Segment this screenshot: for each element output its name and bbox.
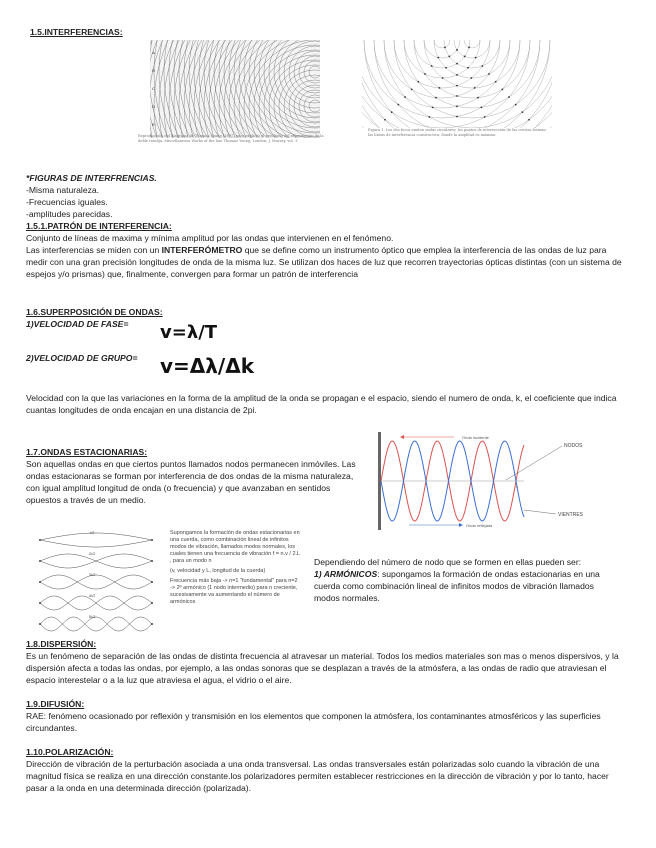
wall-bar bbox=[378, 432, 381, 530]
nodos-pointer bbox=[506, 446, 562, 480]
armonicos-paragraph: 1) ARMÓNICOS: supongamos la formación de ondas estacionarias en una cuerda como combinación lineal de infinitos modos de vibración llamados modos normales. bbox=[314, 569, 600, 603]
harmonic-label: 4λ/2 bbox=[88, 594, 96, 598]
standing-wave-figure bbox=[374, 430, 614, 532]
velocidad-grupo-formula: v=Δλ/Δk bbox=[160, 354, 255, 378]
harmonic-mode-4 bbox=[40, 596, 152, 610]
figuras-item: -Frecuencias iguales. bbox=[26, 197, 108, 207]
circle-interference-figure bbox=[362, 40, 552, 128]
svg-text:B: B bbox=[152, 68, 155, 73]
patron-definition: Conjunto de líneas de maxima y mínima amplitud por las ondas que intervienen en el fenómeno. bbox=[26, 233, 394, 243]
section-title-superposicion: 1.6.SUPERPOSICIÓN DE ONDAS: bbox=[26, 307, 163, 317]
harmonic-mode-5 bbox=[40, 617, 152, 631]
nodos-label: NODOS bbox=[564, 443, 583, 449]
section-title-dispersion: 1.8.DISPERSIÓN: bbox=[26, 639, 97, 649]
harmonics-notes bbox=[170, 530, 300, 606]
section-patron bbox=[26, 220, 628, 280]
velocidad-fase-label: 1)VELOCIDAD DE FASE= bbox=[26, 319, 129, 329]
vientres-label: VIENTRES bbox=[558, 512, 584, 518]
svg-text:E: E bbox=[152, 122, 155, 127]
harmonic-mode-1 bbox=[40, 533, 152, 547]
velocidad-grupo-label: 2)VELOCIDAD DE GRUPO= bbox=[26, 353, 138, 363]
section-estacionarias bbox=[26, 446, 362, 506]
reflected-wave-label: Onda reflejada bbox=[466, 523, 493, 528]
section-title-estacionarias: 1.7.ONDAS ESTACIONARIAS: bbox=[26, 447, 148, 457]
polarizacion-paragraph: Dirección de vibración de la perturbación asociada a una onda transversal. Las ondas transversales están polarizadas solo cuando la vibración de una magnitud física se realiza en una dirección constante.los polarizadores permiten establecer restricciones en la dirección de vibración y por lo tanto, hacer pasar a la onda en una determinada dirección (polarizada). bbox=[26, 759, 609, 793]
harmonic-mode-3 bbox=[40, 575, 152, 589]
svg-text:C: C bbox=[152, 86, 156, 91]
section-difusion bbox=[26, 698, 632, 734]
harmonics-figure bbox=[30, 530, 158, 640]
vientres-pointer bbox=[524, 510, 556, 514]
figuras-title: *FIGURAS DE INTERFRENCIAS. bbox=[26, 173, 157, 183]
svg-text:A: A bbox=[152, 50, 155, 55]
section-title-interferencias: 1.5.INTERFERENCIAS: bbox=[30, 27, 123, 37]
section-title-difusion: 1.9.DIFUSIÓN: bbox=[26, 699, 85, 709]
harmonics-note-1: Supongamos la formación de ondas estacionarias en una cuerda, como combinación lineal de infinitos modos de vibración, llamados modos normales, los cuales tienen una frecuencia de vibración f = n.v / 2.L , para un modo n bbox=[170, 530, 300, 564]
dependiendo-paragraph: Dependiendo del número de nodo que se formen en ellas pueden ser: bbox=[314, 557, 582, 567]
incident-wave-label: Onda incidente bbox=[462, 435, 489, 440]
young-figure-caption: Reproducción del diagrama de Thomas Young (1807) para explicar el resultado del experimento de la doble rendija. Miscellaneous Works of the late Thomas Young, London: J. Murray, vol. 1. bbox=[138, 134, 324, 143]
dispersion-paragraph: Es un fenómeno de separación de las ondas de distinta frecuencia al atravesar un material. Todos los medios materiales son mas o menos dispersivos, y la dispersión afecta a todas las ondas, por ejemplo, a las ondas sonoras que se desplazan a través de la atmósfera, a las ondas de radio que atraviesan el espacio interestelar o a la luz que atraviesa el agua, el vidrio o el aire. bbox=[26, 651, 619, 685]
harmonics-note-3: Frecuencia más baja -> n=1 "fundamental" para n=2 -> 2º armónico (1 nodo intermedio) para n creciente, sucesivamente va aumentando el número de armónicos bbox=[170, 578, 298, 605]
harmonic-label: 2λ/2 bbox=[88, 552, 96, 556]
figuras-item: -Misma naturaleza. bbox=[26, 185, 100, 195]
harmonic-mode-2 bbox=[40, 554, 152, 568]
section-title-polarizacion: 1.10.POLARIZACIÓN: bbox=[26, 747, 114, 757]
section-polarizacion bbox=[26, 746, 632, 794]
section-title-patron: 1.5.1.PATRÓN DE INTERFERENCIA: bbox=[26, 221, 172, 231]
difusion-paragraph: RAE: fenómeno ocasionado por reflexión y transmisión en los elementos que componen la atmósfera, los contaminantes atmosféricos y las superficies circundantes. bbox=[26, 711, 601, 733]
velocidad-grupo-paragraph: Velocidad con la que las variaciones en la forma de la amplitud de la onda se propagan e el espacio, siendo el numero de onda, k, el coeficiente que indica cuantas longitudes de onda encajan en una distancia de 2pi. bbox=[26, 393, 617, 415]
estacionarias-paragraph: Son aquellas ondas en que ciertos puntos llamados nodos permanecen inmóviles. Las ondas estacionaras se forman por interferencia de dos ondas de la misma naturaleza, con igual amplitud longitud de onda (o frecuencia) y que avanzaban en sentidos opuestos a través de un medio. bbox=[26, 459, 356, 505]
harmonic-label: 3λ/2 bbox=[88, 573, 96, 577]
interferometro-paragraph: Las interferencias se miden con un INTERFERÓMETRO que se define como un instrumento óptico que emplea la interferencia de las ondas de luz para medir con una gran precisión longitudes de onda de la misma luz. Se utilizan dos haces de luz que recorren trayectorias ópticas distintas (con un sistema de espejos y/o prismas) que, finalmente, convergen para formar un patrón de interferencia bbox=[26, 245, 622, 279]
figuras-item: -amplitudes parecidas. bbox=[26, 209, 113, 219]
harmonic-label: λ/2 bbox=[89, 531, 95, 535]
harmonic-label: 5λ/2 bbox=[88, 615, 96, 619]
section-dispersion bbox=[26, 638, 632, 686]
axis-x-label: x bbox=[516, 484, 518, 489]
young-interference-figure bbox=[150, 40, 320, 138]
harmonics-note-2: (v, velocidad y L, longitud de la cuerda) bbox=[170, 568, 266, 574]
svg-text:D: D bbox=[152, 104, 156, 109]
circle-figure-caption: Figura 1. Los dos focos emiten ondas circulares; los puntos de intersección de las crestas forman las líneas de interferencia constructiva, donde la amplitud es máxima. bbox=[368, 128, 546, 137]
velocidad-fase-formula: v=λ/T bbox=[160, 322, 218, 343]
armonicos-block bbox=[314, 556, 620, 604]
figuras-list bbox=[26, 172, 326, 220]
